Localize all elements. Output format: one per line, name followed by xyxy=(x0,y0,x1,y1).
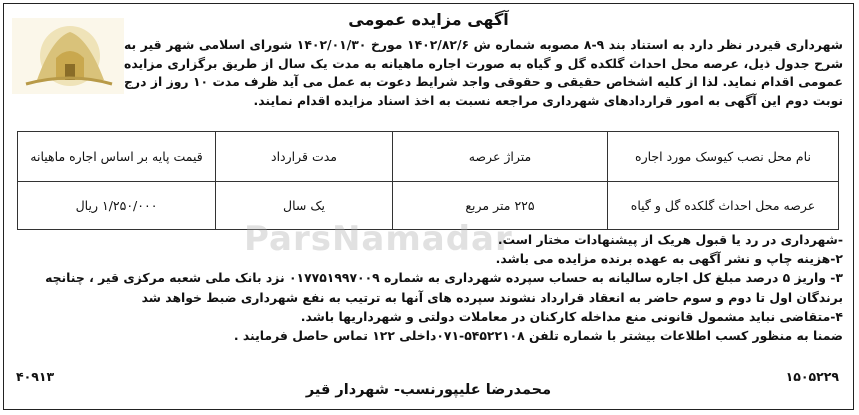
cell-duration: یک سال xyxy=(216,182,393,230)
notice-conditions xyxy=(14,230,843,345)
watermark: ParsNamadar xyxy=(244,219,513,259)
condition-item: ۲-هزینه چاپ و نشر آگهی به عهده برنده مزایده می باشد. xyxy=(495,251,843,267)
header-area: متراژ عرصه xyxy=(393,132,608,182)
table-header-row xyxy=(18,132,839,182)
header-location: نام محل نصب کیوسک مورد اجاره xyxy=(608,132,839,182)
cell-base-price: ۱/۲۵۰/۰۰۰ ریال xyxy=(18,182,216,230)
condition-item: ۴-متقاضی نباید مشمول قانونی منع مداخله کارکنان در معاملات دولتی و شهرداریها باشد. xyxy=(300,308,843,324)
contact-line: ضمنا به منظور کسب اطلاعات بیشتر با شماره تلفن ۵۴۵۲۲۱۰۸-۰۷۱داخلی ۱۲۲ تماس حاصل فرمایند . xyxy=(233,328,843,344)
condition-item: ۳- واریز ۵ درصد مبلغ کل اجاره سالیانه به حساب سپرده شهرداری به شماره ۰۱۷۷۵۱۹۹۷۰۰۹ نزد بانک ملی شعبه مرکزی قیر ، چنانچه xyxy=(45,270,843,286)
condition-item: -شهرداری در رد یا قبول هریک از پیشنهادات مختار است. xyxy=(497,232,843,247)
notice-title: آگهی مزایده عمومی xyxy=(348,10,509,29)
municipality-logo xyxy=(12,18,124,94)
cell-location: عرصه محل احداث گلکده گل و گیاه xyxy=(608,182,839,230)
header-base-price: قیمت پایه بر اساس اجاره ماهیانه xyxy=(18,132,216,182)
condition-item: برندگان اول تا دوم و سوم حاضر به انعقاد قرارداد نشوند سپرده های آنها به ترتیب به نفع شهرداری ضبط خواهد شد xyxy=(141,289,843,305)
notice-frame xyxy=(3,3,854,410)
signature: محمدرضا علیپورنسب- شهردار قیر xyxy=(305,382,552,398)
reference-code-left: ۴۰۹۱۳ xyxy=(16,369,55,384)
cell-area: ۲۲۵ متر مربع xyxy=(393,182,608,230)
header-duration: مدت قرارداد xyxy=(216,132,393,182)
notice-intro: شهرداری قیردر نظر دارد به استناد بند ۹-۸ مصوبه شماره ش ۱۴۰۲/۸۲/۶ مورخ ۱۴۰۲/۰۱/۳۰ شورای اسلامی شهر قیر به شرح جدول ذیل، عرصه محل احداث گلکده گل و گیاه به صورت اجاره ماهیانه به مدت یک سال از طریق برگزاری مزایده عمومی اقدام نماید. لذا از کلیه اشخاص حقیقی و حقوقی واجد شرایط دعوت به عمل می آید ظرف مدت ۱۰ روز از درج نوبت دوم این آگهی به امور قراردادهای شهرداری مراجعه نسبت به اخذ اسناد مزایده اقدام نمایند. xyxy=(124,37,843,108)
auction-table xyxy=(17,131,839,230)
reference-code-right: ۱۵۰۵۲۲۹ xyxy=(785,369,839,384)
